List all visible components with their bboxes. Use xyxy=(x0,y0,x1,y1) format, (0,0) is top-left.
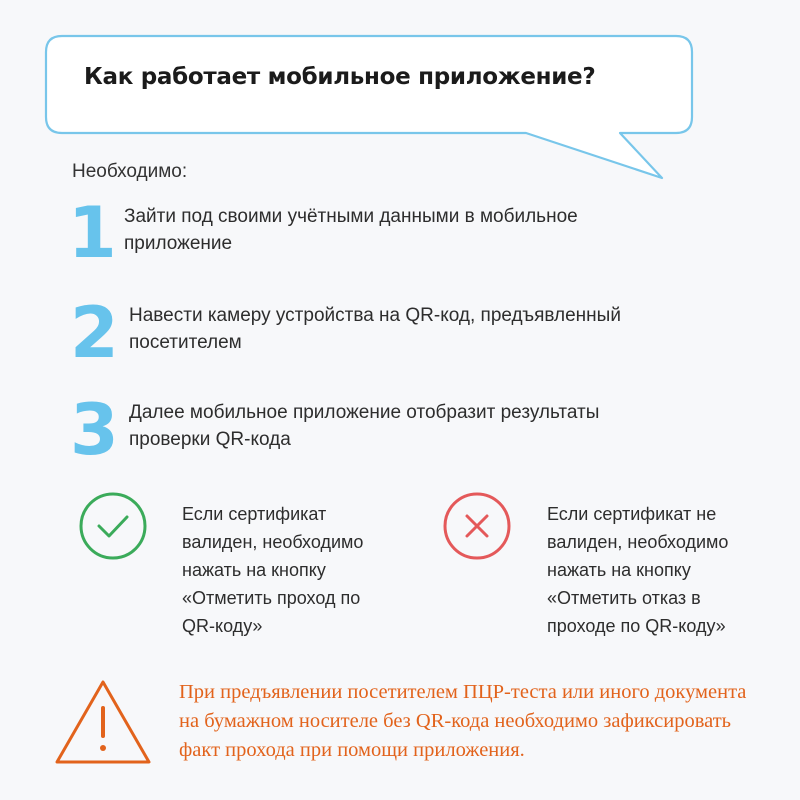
step-text-2: Навести камеру устройства на QR-код, предъявленный посетителем xyxy=(129,305,621,353)
intro-label: Необходимо: xyxy=(72,161,188,182)
cross-circle-icon xyxy=(441,490,513,562)
step-number-1: 1 xyxy=(68,192,117,274)
page-title: Как работает мобильное приложение? xyxy=(84,64,596,90)
check-circle-icon xyxy=(77,490,149,562)
invalid-instruction: Если сертификат не валиден, необходимо нажать на кнопку «Отметить отказ в проходе по QR-коду» xyxy=(547,504,729,636)
step-text-3: Далее мобильное приложение отобразит результаты проверки QR-кода xyxy=(129,402,600,450)
step-3 xyxy=(0,389,800,473)
warning-text: При предъявлении посетителем ПЦР-теста или иного документа на бумажном носителе без QR-кода необходимо зафиксировать факт прохода при помощи приложения. xyxy=(179,681,747,761)
step-1 xyxy=(0,192,800,276)
step-text-1: Зайти под своими учётными данными в мобильное приложение xyxy=(124,206,578,254)
valid-instruction: Если сертификат валиден, необходимо нажать на кнопку «Отметить проход по QR-коду» xyxy=(182,504,364,636)
step-number-2: 2 xyxy=(70,292,119,374)
step-2 xyxy=(0,292,800,376)
step-number-3: 3 xyxy=(70,389,119,471)
warning-triangle-icon xyxy=(53,678,153,768)
